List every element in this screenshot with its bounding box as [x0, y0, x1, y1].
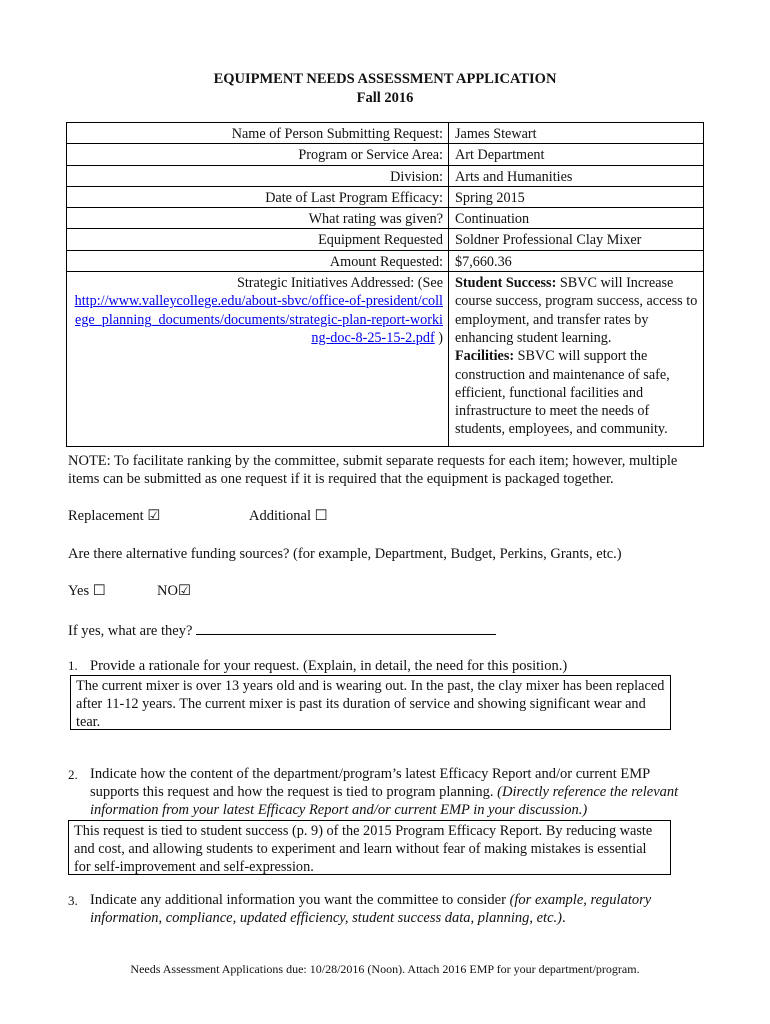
request-info-table [66, 122, 704, 447]
q1-answer-box[interactable]: The current mixer is over 13 years old and is wearing out. In the past, the clay mixer has been replaced after 11-12 years. The current mixer is past its duration of service and showing significant wear and tear. [70, 675, 671, 730]
q1-number: 1. [68, 658, 78, 673]
form-term: Fall 2016 [356, 90, 414, 106]
q2-question [90, 765, 700, 819]
facilities-heading: Facilities: [455, 348, 515, 365]
q1-text: Provide a rationale for your request. (Explain, in detail, the need for this position.) [90, 658, 568, 674]
funding-yes-option[interactable] [68, 582, 106, 600]
funding-no-option[interactable] [157, 582, 191, 600]
if-yes-row [68, 620, 496, 640]
info-row-strategic [67, 272, 704, 447]
replacement-checkbox[interactable]: ☑ [147, 508, 161, 524]
replacement-option[interactable] [68, 507, 160, 525]
name-label: Name of Person Submitting Request: [67, 123, 449, 144]
student-success-heading: Student Success: [455, 275, 557, 292]
funding-question: Are there alternative funding sources? (for example, Department, Budget, Perkins, Grants, etc.) [68, 546, 622, 562]
q3-number: 3. [68, 893, 78, 908]
funding-no-checkbox[interactable]: ☑ [177, 583, 191, 599]
q3-text: Indicate any additional information you want the committee to consider [90, 892, 506, 908]
q2-answer-box[interactable]: This request is tied to student success (p. 9) of the 2015 Program Efficacy Report. By reducing waste and cost, and allowing students to experiment and learn without fear of making mistakes is essential for self-improvement and self-expression. [68, 820, 671, 875]
efficacy-date-value[interactable]: Spring 2015 [449, 186, 704, 207]
funding-yes-label: Yes [68, 583, 90, 599]
q2-text: Indicate how the content of the department/program’s latest Efficacy Report and/or current EMP supports this request and how the request is tied to program planning. [90, 766, 650, 800]
footer-text: Needs Assessment Applications due: 10/28/2016 (Noon). Attach 2016 EMP for your department/program. [130, 962, 640, 976]
funding-yes-checkbox[interactable]: ☐ [92, 583, 106, 599]
efficacy-date-label: Date of Last Program Efficacy: [67, 186, 449, 207]
strategic-plan-link[interactable]: http://www.valleycollege.edu/about-sbvc/office-of-president/college_planning_documents/documents/strategic-plan-report-working-doc-8-25-15-2.pdf [74, 293, 443, 346]
division-value[interactable]: Arts and Humanities [449, 165, 704, 186]
info-row-name [67, 123, 704, 144]
program-label: Program or Service Area: [67, 144, 449, 165]
q2-number: 2. [68, 767, 78, 782]
info-row-rating [67, 208, 704, 229]
q3-italic: (for example, regulatory information, compliance, updated efficiency, student success data, planning, etc.) [90, 892, 652, 926]
rating-value[interactable]: Continuation [449, 208, 704, 229]
if-yes-input-line[interactable] [196, 620, 496, 635]
strategic-value[interactable] [449, 272, 704, 447]
q3-end: . [561, 910, 566, 926]
additional-checkbox[interactable]: ☐ [314, 508, 328, 524]
additional-option[interactable] [249, 507, 328, 525]
note-text: NOTE: To facilitate ranking by the committee, submit separate requests for each item; however, multiple items can be submitted as one request if it is required that the equipment is packaged together. [68, 453, 678, 487]
strategic-label-cell [67, 272, 449, 447]
amount-value[interactable]: $7,660.36 [449, 250, 704, 271]
if-yes-label: If yes, what are they? [68, 623, 193, 639]
facilities-text: SBVC will support the construction and maintenance of safe, efficient, functional facilities and infrastructure to meet the needs of students, employees, and community. [455, 348, 670, 438]
amount-label: Amount Requested: [67, 250, 449, 271]
name-value[interactable]: James Stewart [449, 123, 704, 144]
info-row-efficacy [67, 186, 704, 207]
student-success-text: SBVC will Increase course success, program success, access to employment, and transfer rates by enhancing student learning. [455, 275, 698, 346]
info-row-amount [67, 250, 704, 271]
strategic-close: ) [434, 329, 443, 346]
equipment-value[interactable]: Soldner Professional Clay Mixer [449, 229, 704, 250]
strategic-label: Strategic Initiatives Addressed: (See [236, 275, 443, 292]
additional-label: Additional [249, 508, 312, 524]
info-row-division [67, 165, 704, 186]
program-value[interactable]: Art Department [449, 144, 704, 165]
q3-question [90, 891, 710, 927]
funding-no-label: NO [157, 583, 178, 599]
division-label: Division: [67, 165, 449, 186]
q2-italic: (Directly reference the relevant information from your latest Efficacy Report and/or current EMP in your discussion.) [90, 784, 679, 818]
info-row-program [67, 144, 704, 165]
info-row-equipment [67, 229, 704, 250]
form-title: EQUIPMENT NEEDS ASSESSMENT APPLICATION [213, 71, 557, 87]
replacement-label: Replacement [68, 508, 144, 524]
equipment-label: Equipment Requested [67, 229, 449, 250]
rating-label: What rating was given? [67, 208, 449, 229]
